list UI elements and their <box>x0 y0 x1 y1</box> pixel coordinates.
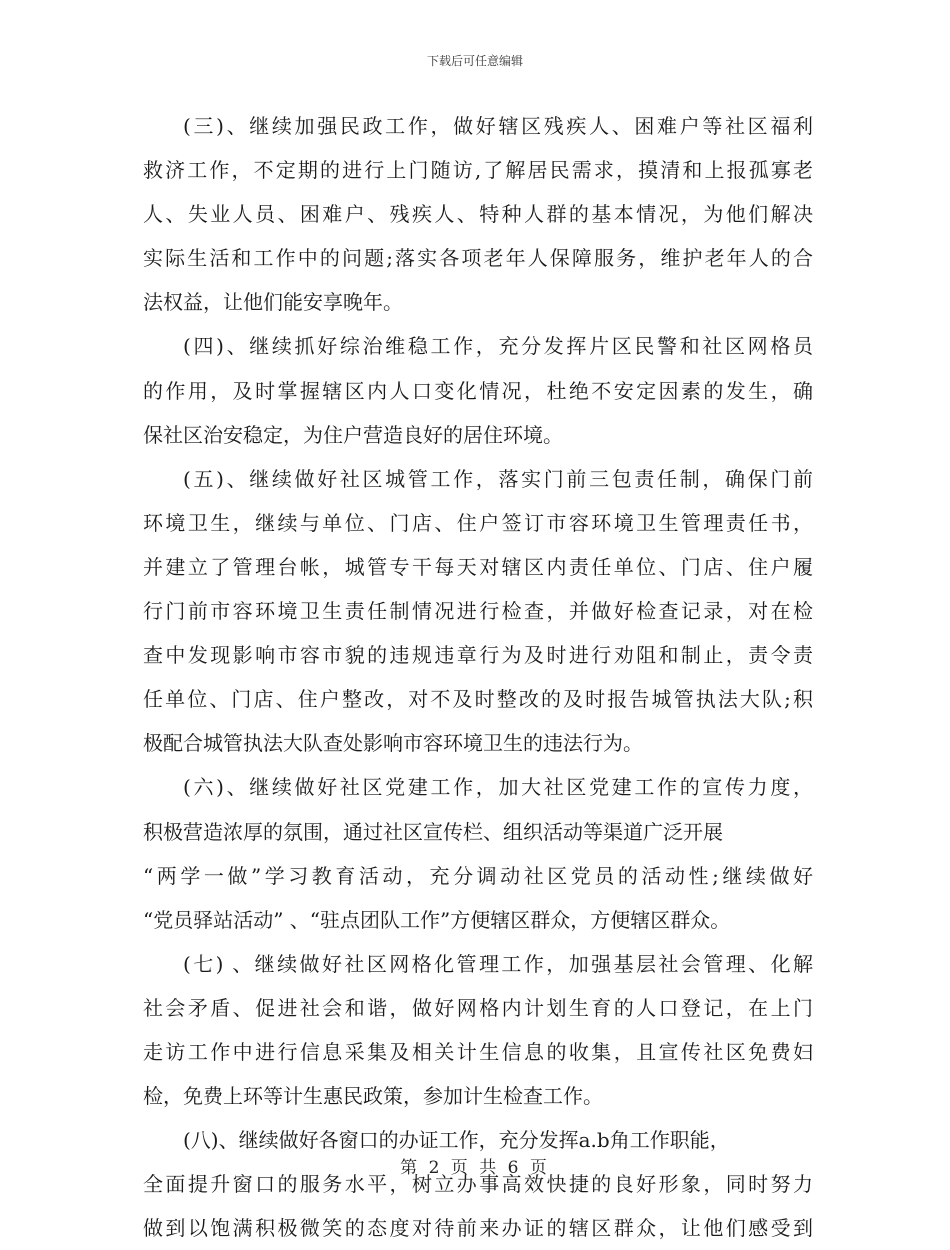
paragraph-line: 任单位、门店、住户整改，对不及时整改的及时报告城管执法大队;积 <box>143 687 813 712</box>
paragraph-line: 极配合城管执法大队查处影响市容环境卫生的违法行为。 <box>143 731 643 756</box>
paragraph-line: 全面提升窗口的服务水平，树立办事高效快捷的良好形象，同时努力 <box>143 1172 813 1197</box>
paragraph-line: 保社区治安稳定，为住户营造良好的居住环境。 <box>143 422 563 447</box>
paragraph-line: 环境卫生，继续与单位、门店、住户签订市容环境卫生管理责任书， <box>143 510 813 535</box>
paragraph-first-line: (四)、继续抓好综治维稳工作，充分发挥片区民警和社区网格员 <box>183 334 813 359</box>
document-body <box>143 104 813 1250</box>
page-header: 下载后可任意编辑 <box>426 54 523 68</box>
paragraph-line: “两学一做”学习教育活动，充分调动社区党员的活动性;继续做好 <box>143 863 813 888</box>
paragraph-line: 法权益，让他们能安享晚年。 <box>143 290 403 315</box>
paragraph-line: 社会矛盾、促进社会和谐，做好网格内计划生育的人口登记，在上门 <box>143 995 813 1020</box>
paragraph-first-line: (七) 、继续做好社区网格化管理工作，加强基层社会管理、化解 <box>183 951 813 976</box>
paragraph-line: 人、失业人员、困难户、残疾人、特种人群的基本情况，为他们解决 <box>143 202 813 227</box>
paragraph-line: 积极营造浓厚的氛围，通过社区宣传栏、组织活动等渠道广泛开展 <box>143 819 723 844</box>
paragraph-first-line: (八)、继续做好各窗口的办证工作，充分发挥a.b角工作职能， <box>183 1128 730 1153</box>
paragraph-line: 走访工作中进行信息采集及相关计生信息的收集，且宣传社区免费妇 <box>143 1039 813 1064</box>
paragraph-line: 做到以饱满积极微笑的态度对待前来办证的辖区群众，让他们感受到 <box>143 1216 813 1241</box>
paragraph-line: 行门前市容环境卫生责任制情况进行检查，并做好检查记录，对在检 <box>143 599 813 624</box>
paragraph-first-line: (六)、继续做好社区党建工作，加大社区党建工作的宣传力度， <box>183 775 813 800</box>
paragraph-first-line: (五)、继续做好社区城管工作，落实门前三包责任制，确保门前 <box>183 466 813 491</box>
paragraph-line: 实际生活和工作中的问题;落实各项老年人保障服务，维护老年人的合 <box>143 246 813 271</box>
paragraph-line: 救济工作，不定期的进行上门随访,了解居民需求，摸清和上报孤寡老 <box>143 158 813 183</box>
page-number: 第 2 页 共 6 页 <box>400 1158 550 1178</box>
paragraph-line: 的作用，及时掌握辖区内人口变化情况，杜绝不安定因素的发生，确 <box>143 378 813 403</box>
paragraph-line: 查中发现影响市容市貌的违规违章行为及时进行劝阻和制止，责令责 <box>143 643 813 668</box>
paragraph-first-line: (三)、继续加强民政工作，做好辖区残疾人、困难户等社区福利 <box>183 114 813 138</box>
paragraph-line: 检，免费上环等计生惠民政策，参加计生检查工作。 <box>143 1084 603 1109</box>
paragraph-line: 并建立了管理台帐，城管专干每天对辖区内责任单位、门店、住户履 <box>143 554 813 579</box>
paragraph-line: “党员驿站活动” 、“驻点团队工作”方便辖区群众，方便辖区群众。 <box>143 907 731 932</box>
